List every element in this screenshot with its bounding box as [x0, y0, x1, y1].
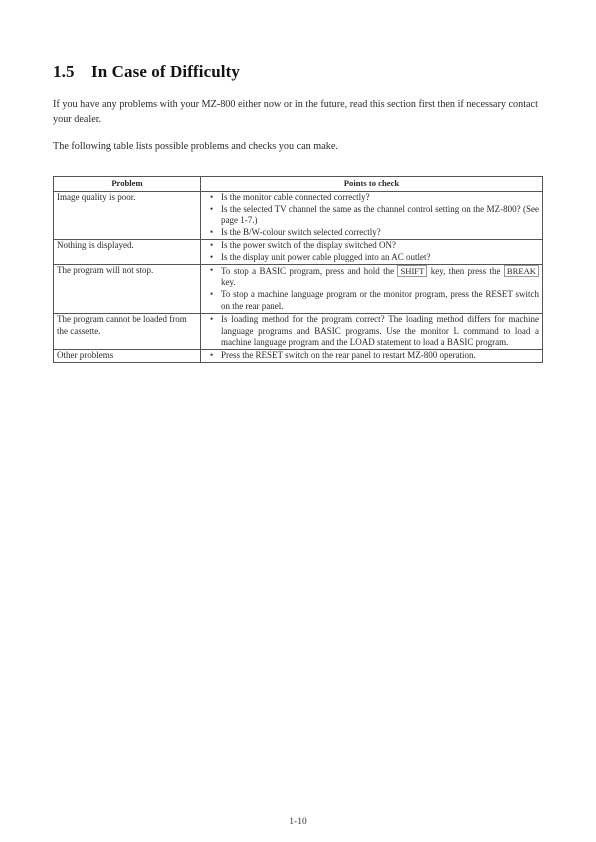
points-cell	[201, 264, 543, 313]
points-cell	[201, 313, 543, 349]
points-list	[204, 192, 539, 239]
section-title: In Case of Difficulty	[91, 62, 240, 81]
intro-paragraph: If you have any problems with your MZ-800 either now or in the future, read this section first then if necessary contact your dealer.	[53, 99, 538, 125]
header-points: Points to check	[201, 177, 543, 192]
problem-cell: Nothing is displayed.	[54, 239, 201, 264]
table-row	[54, 350, 543, 363]
list-item: • To stop a machine language program or the monitor program, press the RESET switch on the rear panel.	[214, 289, 539, 313]
troubleshooting-table	[53, 176, 543, 363]
table-row	[54, 191, 543, 239]
page-number: 1-10	[289, 817, 307, 827]
point-text: key, then press the	[430, 265, 501, 276]
table-header-row	[54, 177, 543, 192]
problem-cell: The program will not stop.	[54, 264, 201, 313]
list-item: • Press the RESET switch on the rear panel to restart MZ-800 operation.	[214, 350, 539, 362]
section-heading	[53, 62, 240, 82]
list-item: • Is the selected TV channel the same as the channel control setting on the MZ-800? (See page 1-7.)	[214, 204, 539, 228]
problem-cell: Image quality is poor.	[54, 191, 201, 239]
list-item: • Is the monitor cable connected correctly?	[214, 192, 539, 204]
section-number: 1.5	[53, 62, 75, 81]
problem-cell: Other problems	[54, 350, 201, 363]
points-list	[204, 314, 539, 349]
points-list	[204, 240, 539, 264]
point-text: key.	[221, 277, 236, 288]
points-list	[204, 350, 539, 362]
table-intro-paragraph: The following table lists possible problems and checks you can make.	[53, 141, 338, 152]
table-row	[54, 239, 543, 264]
points-cell	[201, 350, 543, 363]
points-list	[204, 265, 539, 313]
shift-key-label: SHIFT	[397, 265, 427, 277]
points-cell	[201, 191, 543, 239]
header-problem: Problem	[54, 177, 201, 192]
table-row	[54, 264, 543, 313]
problem-cell: The program cannot be loaded from the cassette.	[54, 313, 201, 349]
list-item	[214, 265, 539, 290]
table-row	[54, 313, 543, 349]
list-item: • Is the B/W-colour switch selected correctly?	[214, 227, 539, 239]
break-key-label: BREAK	[504, 265, 539, 277]
points-cell	[201, 239, 543, 264]
list-item: • Is loading method for the program correct? The loading method differs for machine language programs and BASIC programs. Use the monitor L command to load a machine language program and the LOAD statement to load a BASIC program.	[214, 314, 539, 349]
list-item: • Is the display unit power cable plugged into an AC outlet?	[214, 252, 539, 264]
list-item: • Is the power switch of the display switched ON?	[214, 240, 539, 252]
point-text: To stop a BASIC program, press and hold the	[221, 265, 395, 276]
